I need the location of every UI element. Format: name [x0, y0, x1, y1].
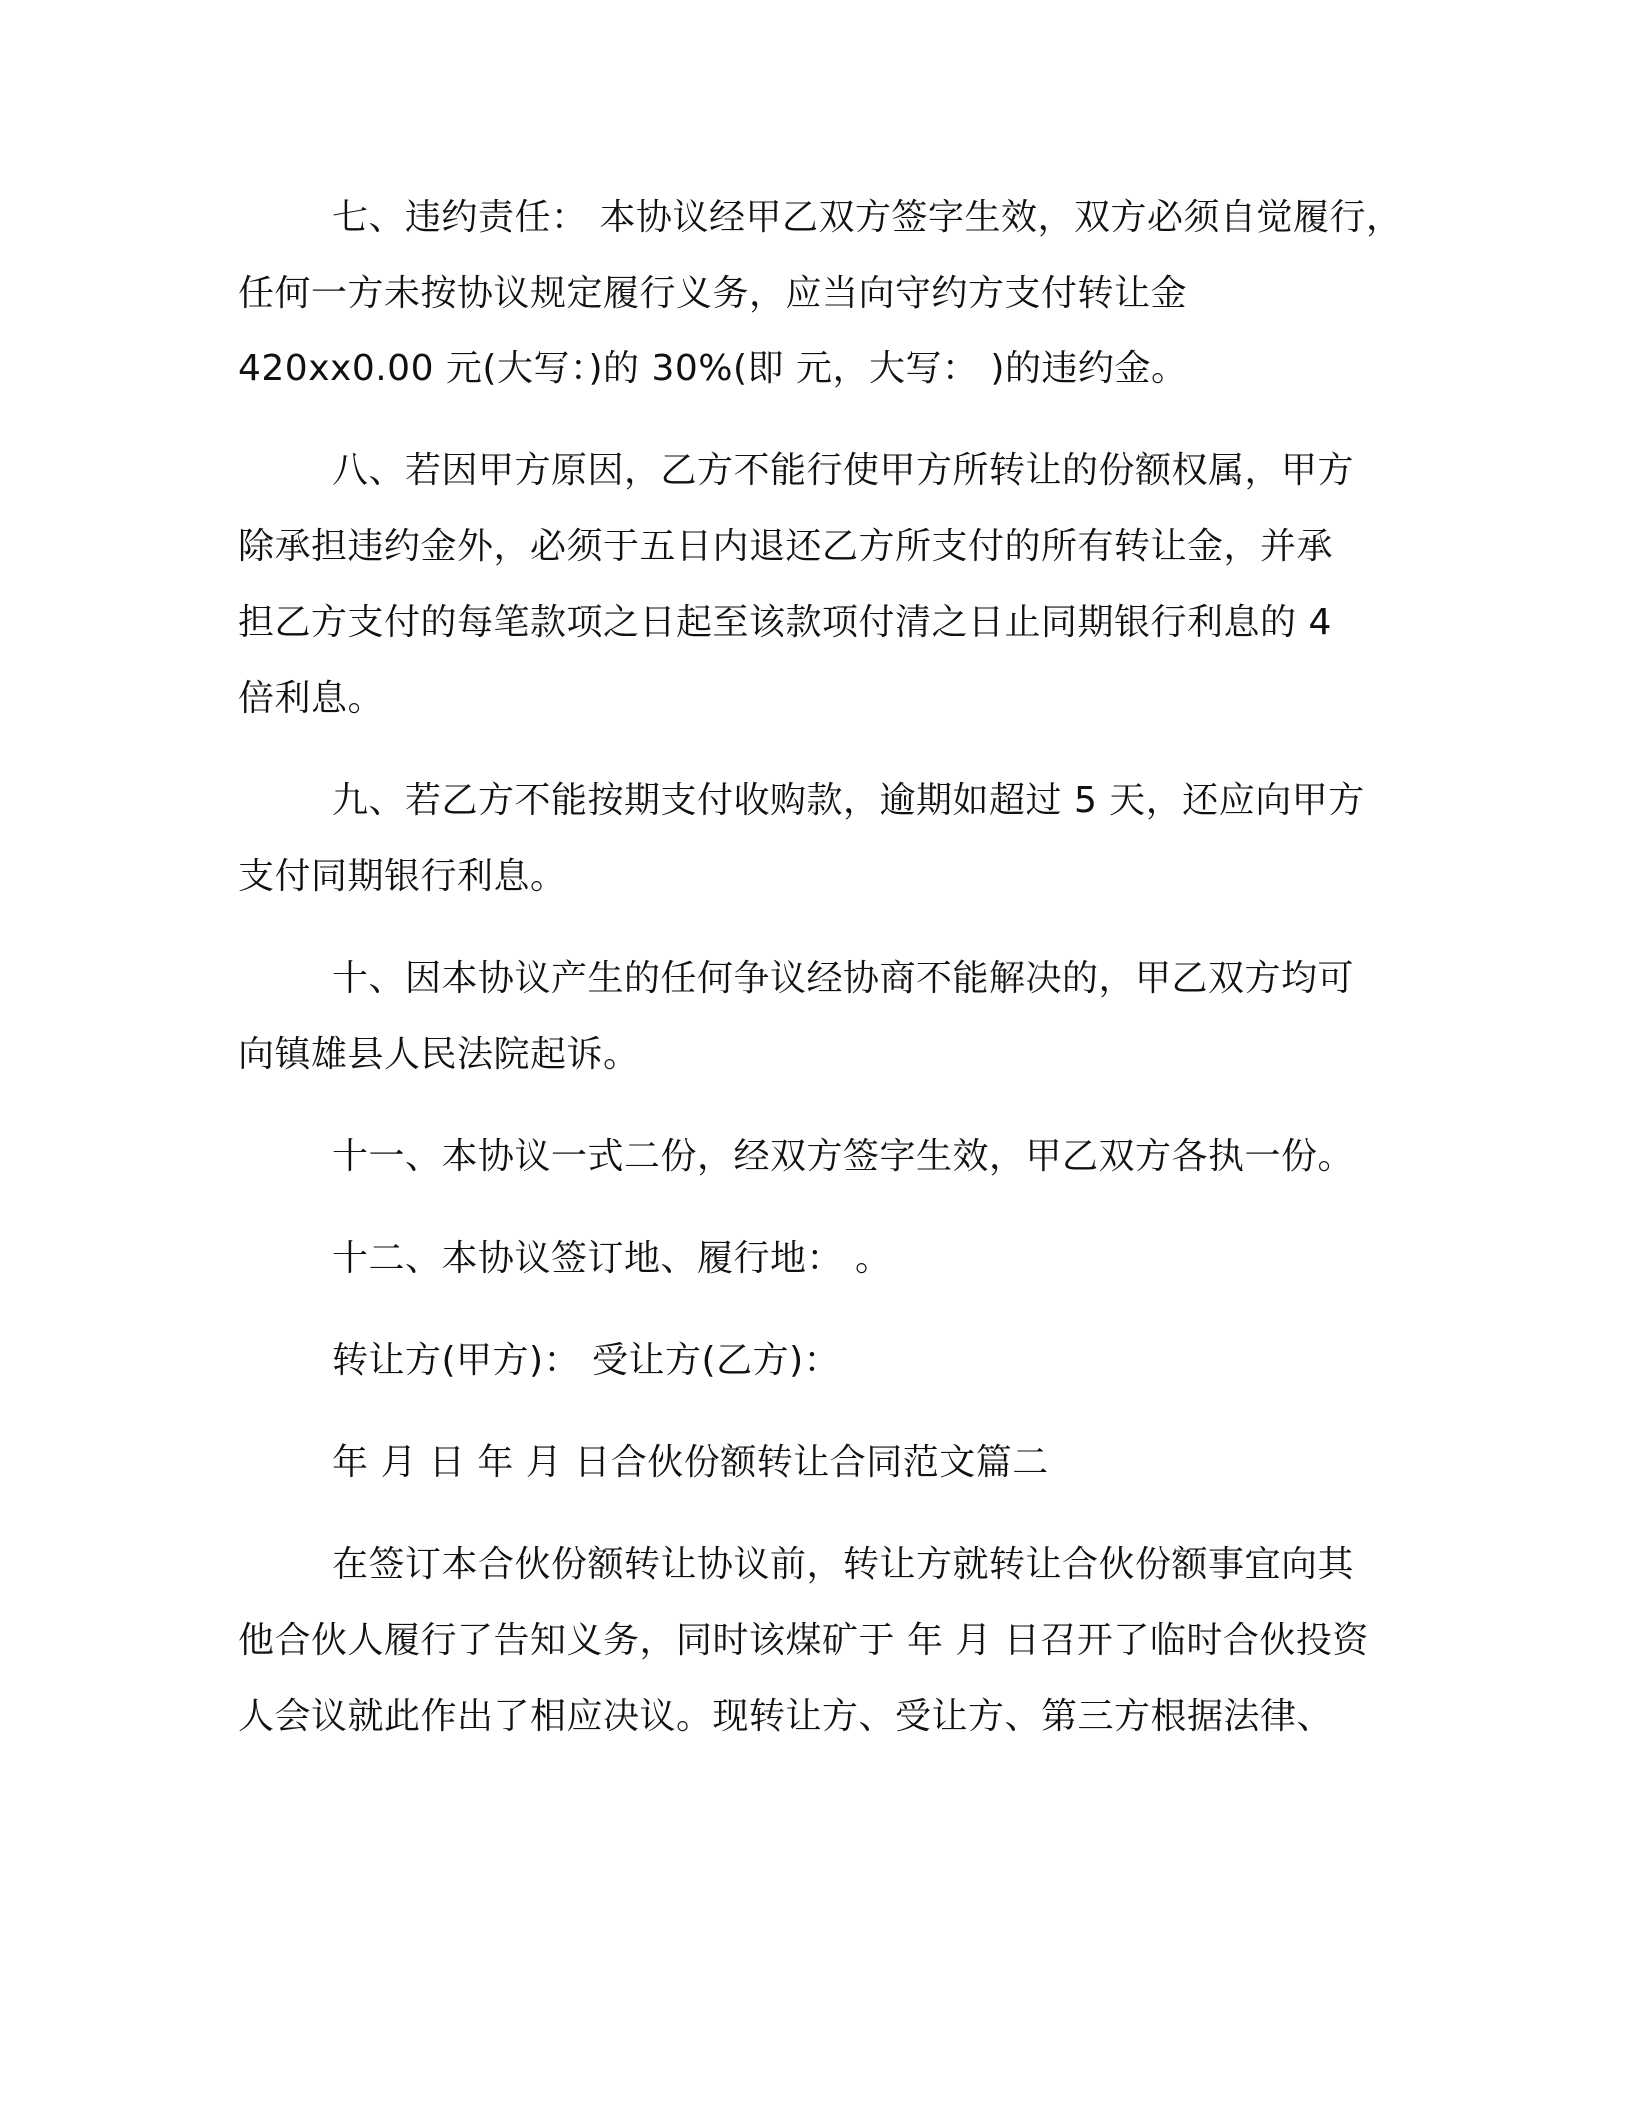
clause-10-line-1: 十、因本协议产生的任何争议经协商不能解决的，甲乙双方均可 — [332, 958, 1355, 999]
clause-7-line-2: 任何一方未按协议规定履行义务，应当向守约方支付转让金 — [238, 273, 1188, 314]
intro-paragraph-line-3: 人会议就此作出了相应决议。现转让方、受让方、第三方根据法律、 — [238, 1696, 1334, 1737]
date-and-heading-line: 年 月 日 年 月 日合伙份额转让合同范文篇二 — [332, 1442, 1049, 1483]
clause-9-line-1: 九、若乙方不能按期支付收购款，逾期如超过 5 天，还应向甲方 — [332, 780, 1365, 821]
clause-7-line-1: 七、违约责任： 本协议经甲乙双方签字生效，双方必须自觉履行， — [332, 197, 1403, 238]
clause-10-line-2: 向镇雄县人民法院起诉。 — [238, 1034, 640, 1075]
clause-8-line-3: 担乙方支付的每笔款项之日起至该款项付清之日止同期银行利息的 4 — [238, 602, 1332, 643]
clause-8-line-1: 八、若因甲方原因，乙方不能行使甲方所转让的份额权属，甲方 — [332, 450, 1355, 491]
intro-paragraph-line-2: 他合伙人履行了告知义务，同时该煤矿于 年 月 日召开了临时合伙投资 — [238, 1620, 1369, 1661]
clause-7-line-3: 420xx0.00 元(大写：)的 30%(即 元，大写： )的违约金。 — [238, 348, 1188, 389]
clause-9-line-2: 支付同期银行利息。 — [238, 856, 567, 897]
clause-8-line-4: 倍利息。 — [238, 678, 385, 719]
clause-8-line-2: 除承担违约金外，必须于五日内退还乙方所支付的所有转让金，并承 — [238, 526, 1334, 567]
clause-12-line-1: 十二、本协议签订地、履行地： 。 — [332, 1238, 892, 1279]
intro-paragraph-line-1: 在签订本合伙份额转让协议前，转让方就转让合伙份额事宜向其 — [332, 1544, 1355, 1585]
signature-parties-line: 转让方(甲方)： 受让方(乙方)： — [332, 1340, 841, 1381]
clause-11-line-1: 十一、本协议一式二份，经双方签字生效，甲乙双方各执一份。 — [332, 1136, 1355, 1177]
